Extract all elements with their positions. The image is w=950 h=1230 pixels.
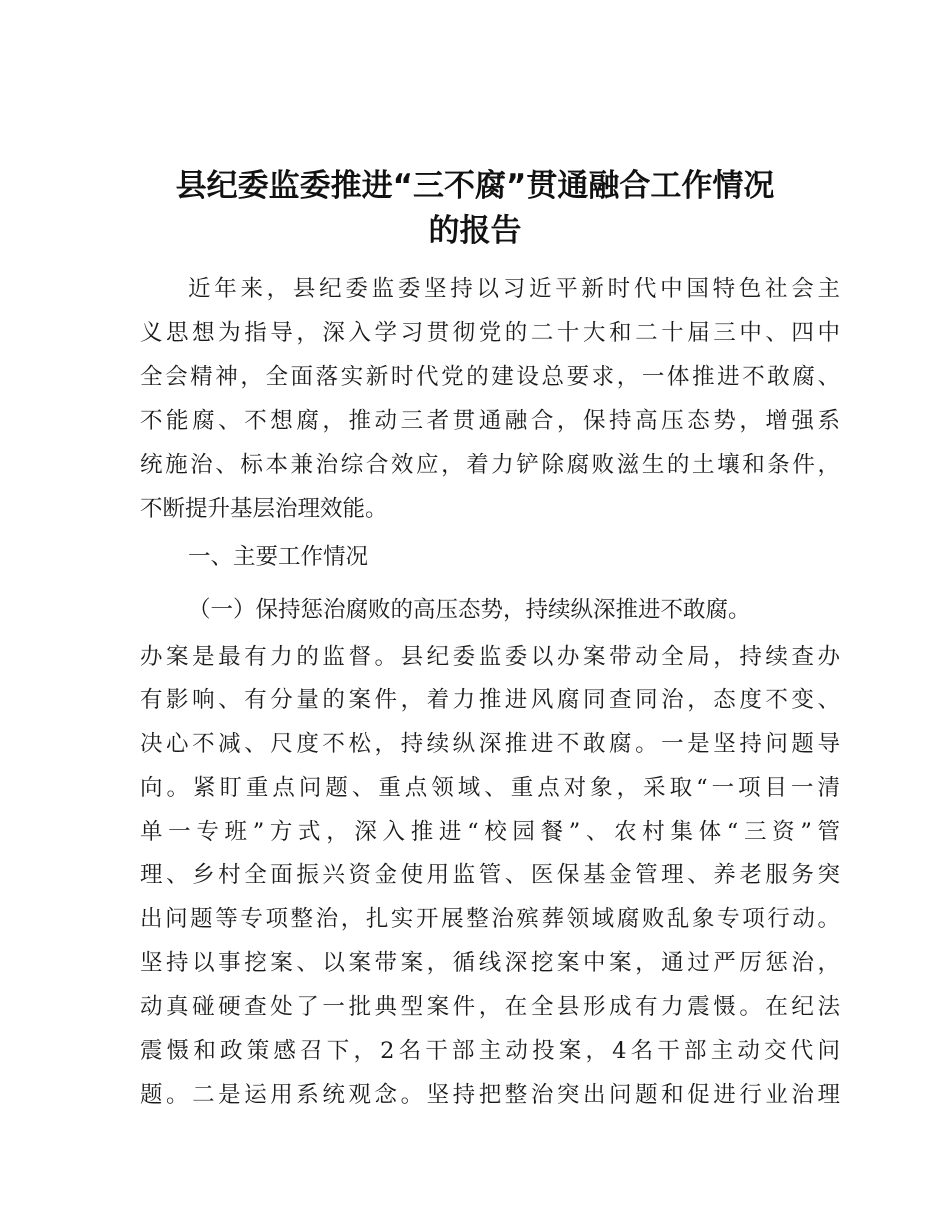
body-line: 出问题等专项整治，扎实开展整治殡葬领域腐败乱象专项行动。: [140, 906, 840, 932]
body-line: 理、乡村全面振兴资金使用监管、医保基金管理、养老服务突: [140, 862, 840, 888]
document-title-line2: 的报告: [428, 213, 522, 249]
document-title-line1: 县纪委监委推进“三不腐”贯通融合工作情况: [175, 168, 775, 204]
body-line: 坚持以事挖案、以案带案，循线深挖案中案，通过严厉惩治，: [140, 950, 840, 976]
body-line: 单一专班”方式，深入推进“校园餐”、农村集体“三资”管: [140, 819, 840, 845]
body-line: 动真碰硬查处了一批典型案件，在全县形成有力震慑。在纪法: [140, 994, 840, 1020]
section-heading: 一、主要工作情况: [188, 544, 369, 570]
intro-line: 不能腐、不想腐，推动三者贯通融合，保持高压态势，增强系: [140, 408, 840, 434]
intro-line: 不断提升基层治理效能。: [140, 496, 388, 522]
body-line: 办案是最有力的监督。县纪委监委以办案带动全局，持续查办: [140, 644, 840, 670]
intro-line: 统施治、标本兼治综合效应，着力铲除腐败滋生的土壤和条件，: [140, 452, 840, 478]
body-line: 题。二是运用系统观念。坚持把整治突出问题和促进行业治理: [140, 1082, 840, 1108]
subsection-heading: （一）保持惩治腐败的高压态势，持续纵深推进不敢腐。: [188, 597, 751, 623]
intro-line: 义思想为指导，深入学习贯彻党的二十大和二十届三中、四中: [140, 320, 840, 346]
body-line: 决心不减、尺度不松，持续纵深推进不敢腐。一是坚持问题导: [140, 731, 840, 757]
body-line: 震慑和政策感召下，2名干部主动投案，4名干部主动交代问: [140, 1038, 840, 1064]
body-line: 有影响、有分量的案件，着力推进风腐同查同治，态度不变、: [140, 687, 840, 713]
intro-line: 全会精神，全面落实新时代党的建设总要求，一体推进不敢腐、: [140, 364, 840, 390]
intro-line: 近年来，县纪委监委坚持以习近平新时代中国特色社会主: [188, 276, 840, 302]
body-line: 向。紧盯重点问题、重点领域、重点对象，采取“一项目一清: [140, 775, 840, 801]
